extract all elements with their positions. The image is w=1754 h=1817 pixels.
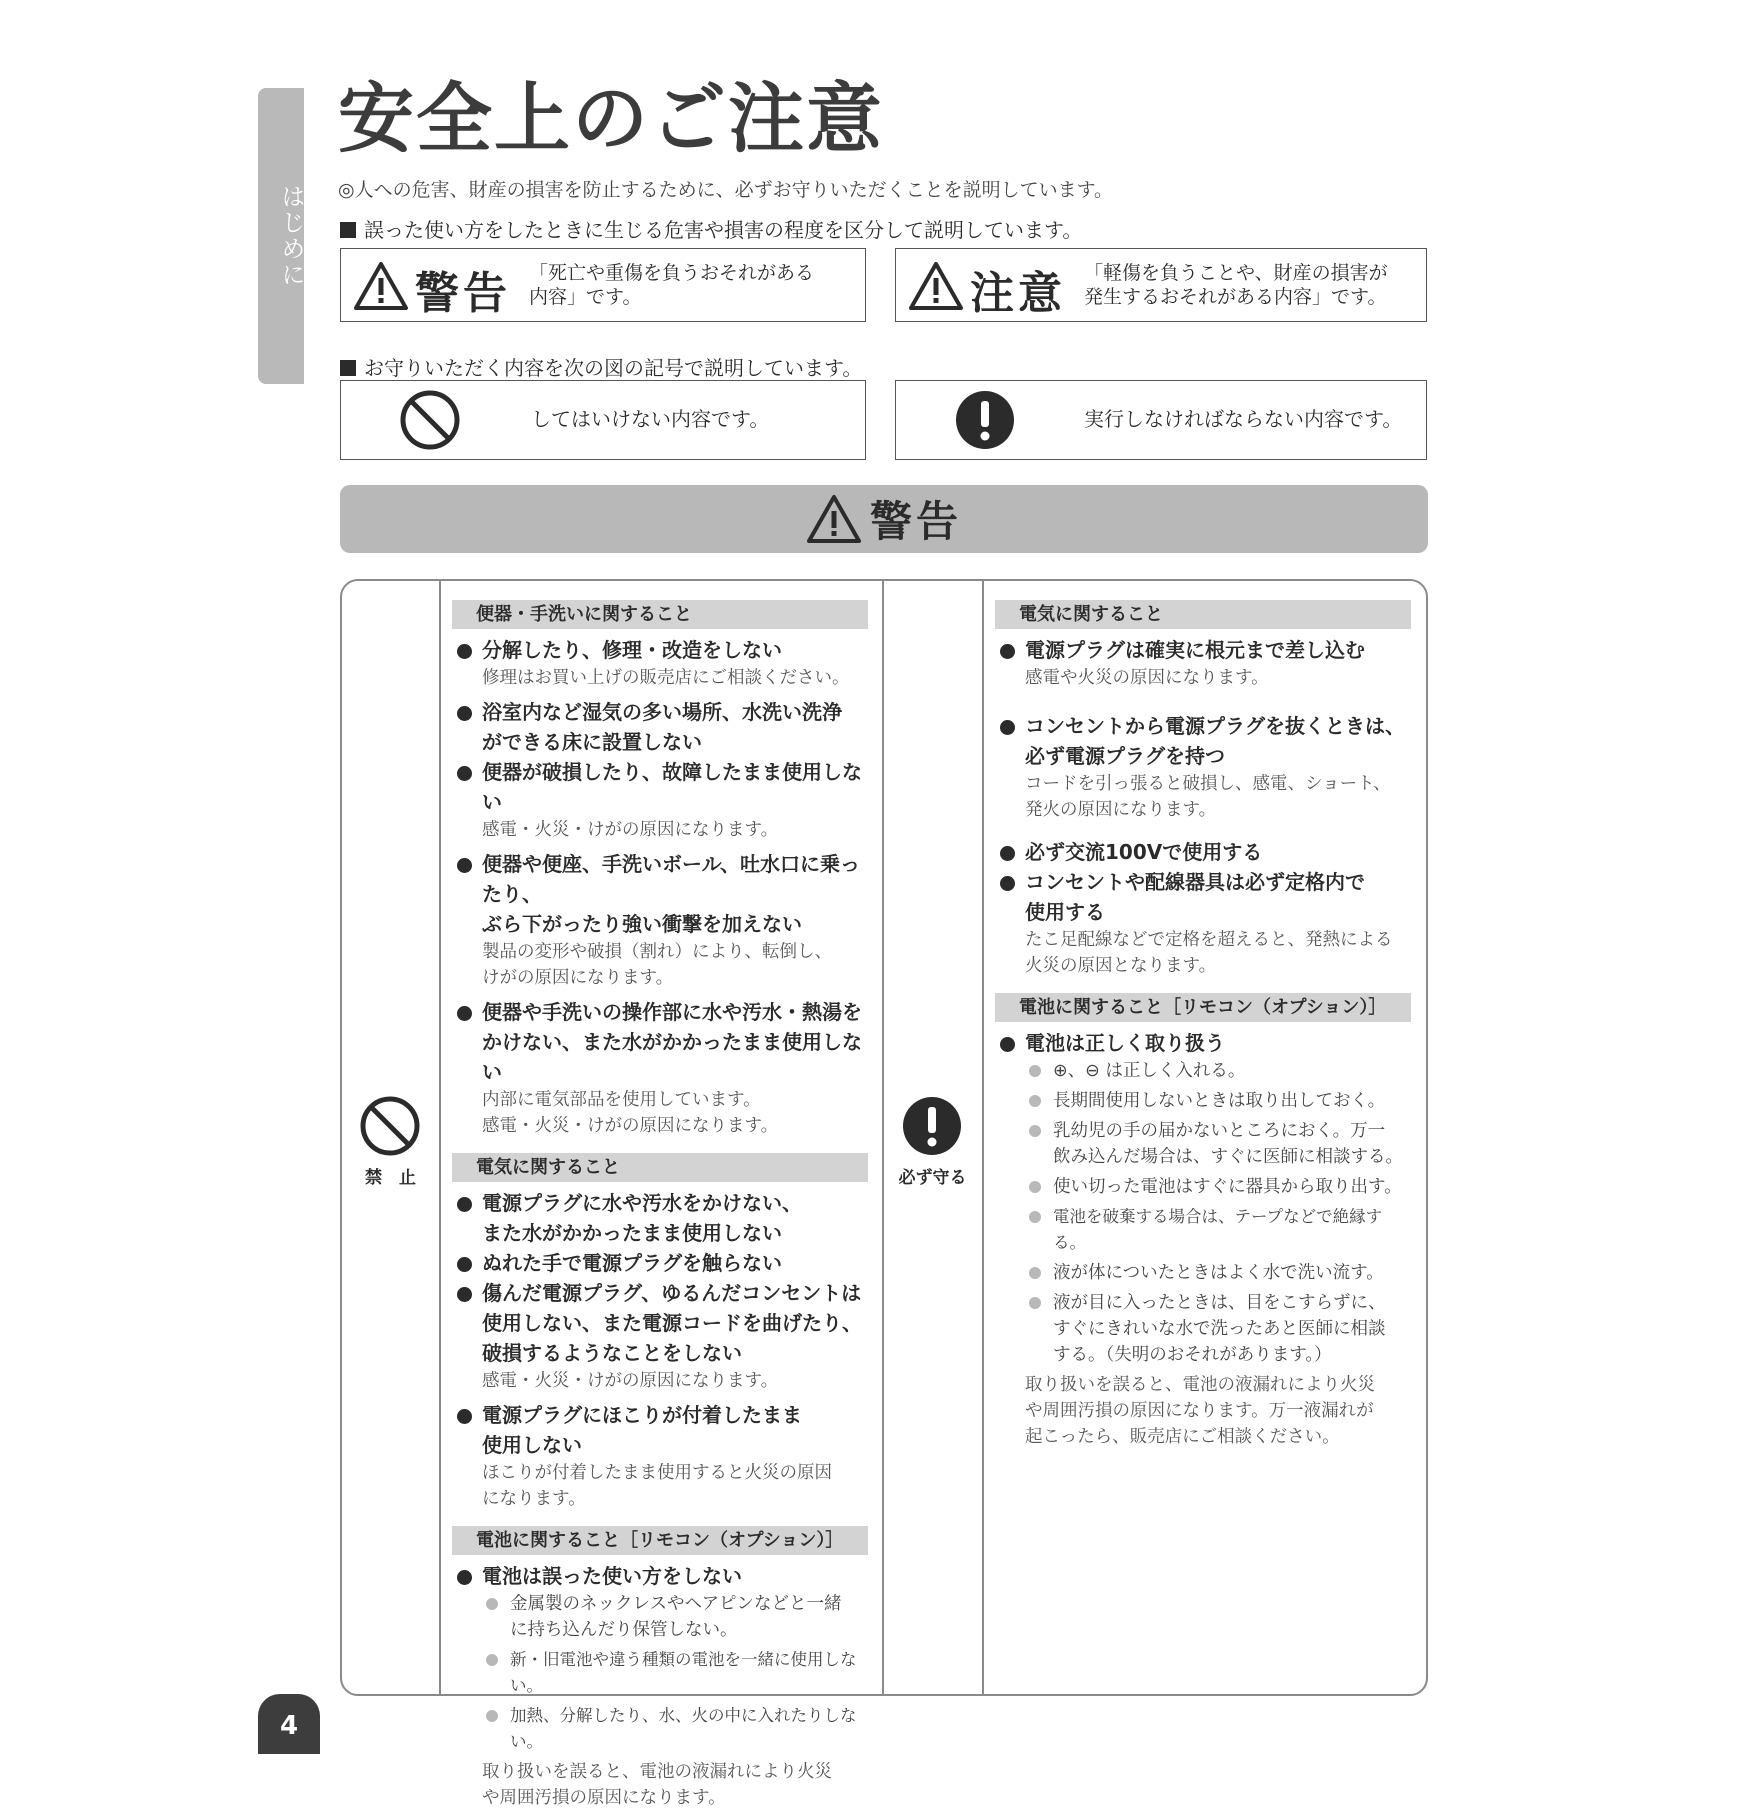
gray-bullet-icon (1029, 1297, 1041, 1309)
divider (439, 581, 441, 1694)
item-note: ほこりが付着したまま使用すると火災の原因 になります。 (482, 1463, 832, 1509)
mandatory-desc: 実行しなければならない内容です。 (1084, 407, 1403, 431)
item-note: 製品の変形や破損（割れ）により、転倒し、 けがの原因になります。 (482, 942, 832, 988)
sub-item: 金属製のネックレスやヘアピンなどと一緒 に持ち込んだり保管しない。 (452, 1591, 868, 1643)
prohibit-desc: してはいけない内容です。 (531, 407, 770, 431)
gray-bullet-icon (486, 1654, 498, 1666)
gray-bullet-icon (1029, 1211, 1041, 1223)
bullet-icon (457, 1006, 472, 1021)
gray-bullet-icon (1029, 1095, 1041, 1107)
bullet-icon (1000, 720, 1015, 735)
caution-triangle-icon (908, 261, 964, 311)
bullet-icon (457, 1409, 472, 1424)
banner-title: 警告 (869, 497, 962, 546)
warning-desc-line1: 「死亡や重傷を負うおそれがある (529, 262, 815, 284)
warning-word: 警告 (415, 268, 511, 319)
item-note: 感電・火災・けがの原因になります。 (482, 820, 779, 840)
bullet-icon (1000, 1037, 1015, 1052)
section-heading: 電気に関すること (452, 1153, 868, 1182)
gray-bullet-icon (1029, 1065, 1041, 1077)
page-title: 安全上のご注意 (338, 74, 884, 163)
caution-desc (1084, 261, 1388, 309)
item-note: コードを引っ張ると破損し、感電、ショート、 発火の原因になります。 (1025, 774, 1391, 820)
warning-item: コンセントや配線器具は必ず定格内で 使用する (995, 867, 1411, 927)
page-number: 4 (258, 1694, 320, 1754)
item-note: 感電や火災の原因になります。 (1025, 668, 1269, 688)
item-note: たこ足配線などで定格を超えると、発熱による 火災の原因となります。 (1025, 930, 1393, 976)
bullet-icon (1000, 876, 1015, 891)
warning-definition-box (340, 248, 866, 322)
intro-text: ◎人への危害、財産の損害を防止するために、必ずお守りいただくことを説明しています。 (338, 179, 1114, 201)
warning-item: 便器が破損したり、故障したまま使用しない (452, 757, 868, 817)
section-b-text: お守りいただく内容を次の図の記号で説明しています。 (364, 356, 863, 380)
sub-item: 長期間使用しないときは取り出しておく。 (995, 1088, 1411, 1114)
section-heading: 便器・手洗いに関すること (452, 600, 868, 629)
warning-item: 浴室内など湿気の多い場所、水洗い洗浄 ができる床に設置しない (452, 697, 868, 757)
warning-item: 傷んだ電源プラグ、ゆるんだコンセントは 使用しない、また電源コードを曲げたり、 破損するようなことをしない (452, 1278, 868, 1368)
warning-item: 必ず交流100Vで使用する (995, 837, 1411, 867)
caution-definition-box (895, 248, 1427, 322)
prohibit-symbol-box (340, 380, 866, 460)
warning-triangle-icon (806, 494, 862, 544)
warning-item: 電源プラグにほこりが付着したまま 使用しない (452, 1400, 868, 1460)
prohibit-label: 禁 止 (365, 1168, 416, 1188)
gray-bullet-icon (486, 1710, 498, 1722)
warning-item: 電源プラグは確実に根元まで差し込む (995, 635, 1411, 665)
gray-bullet-icon (1029, 1267, 1041, 1279)
square-bullet-icon (340, 360, 356, 376)
bullet-icon (457, 706, 472, 721)
sub-item: 乳幼児の手の届かないところにおく。万一 飲み込んだ場合は、すぐに医師に相談する。 (995, 1118, 1411, 1170)
sub-item: 電池を破棄する場合は、テープなどで絶縁する。 (995, 1204, 1411, 1256)
warning-content-box (340, 579, 1428, 1808)
warning-item: ぬれた手で電源プラグを触らない (452, 1248, 868, 1278)
warning-item: 電源プラグに水や汚水をかけない、 また水がかかったまま使用しない (452, 1188, 868, 1248)
item-note: 修理はお買い上げの販売店にご相談ください。 (482, 668, 850, 688)
bullet-icon (457, 1287, 472, 1302)
divider (882, 581, 884, 1694)
section-heading: 電池に関すること［リモコン（オプション）］ (995, 993, 1411, 1022)
section-heading: 電気に関すること (995, 600, 1411, 629)
sub-item: ⊕、⊖ は正しく入れる。 (995, 1058, 1411, 1084)
bullet-icon (457, 1570, 472, 1585)
warning-item: 便器や手洗いの操作部に水や汚水・熱湯を かけない、また水がかかったまま使用しない (452, 997, 868, 1087)
prohibition-icon (359, 1095, 421, 1157)
warning-item: コンセントから電源プラグを抜くときは、 必ず電源プラグを持つ (995, 711, 1411, 771)
warning-item: 便器や便座、手洗いボール、吐水口に乗ったり、 ぶら下がったり強い衝撃を加えない (452, 849, 868, 939)
warning-item: 電池は正しく取り扱う (995, 1028, 1411, 1058)
warning-triangle-icon (353, 261, 409, 311)
item-note: 感電・火災・けがの原因になります。 (482, 1371, 779, 1391)
caution-desc-line1: 「軽傷を負うことや、財産の損害が (1084, 262, 1388, 284)
section-heading: 電池に関すること［リモコン（オプション）］ (452, 1526, 868, 1555)
caution-word: 注意 (970, 268, 1066, 319)
item-note: 取り扱いを誤ると、電池の液漏れにより火災 や周囲汚損の原因になります。万一液漏れが 起こったら、販売店にご相談ください。 (1025, 1375, 1375, 1447)
gray-bullet-icon (1029, 1125, 1041, 1137)
warning-item: 電池は誤った使い方をしない (452, 1561, 868, 1591)
side-tab-label: はじめに (277, 184, 305, 288)
sub-item: 新・旧電池や違う種類の電池を一緒に使用しない。 (452, 1647, 868, 1699)
caution-desc-line2: 発生するおそれがある内容」です。 (1084, 286, 1387, 308)
sub-item: 使い切った電池はすぐに器具から取り出す。 (995, 1174, 1411, 1200)
mandatory-symbol-box (895, 380, 1427, 460)
right-text-column (995, 600, 1411, 1456)
bullet-icon (1000, 846, 1015, 861)
warning-desc-line2: 内容」です。 (529, 286, 642, 308)
bullet-icon (457, 1257, 472, 1272)
section-b-heading (340, 352, 862, 381)
square-bullet-icon (340, 222, 356, 238)
sub-item: 液が体についたときはよく水で洗い流す。 (995, 1260, 1411, 1286)
bullet-icon (457, 858, 472, 873)
item-note: 取り扱いを誤ると、電池の液漏れにより火災 や周囲汚損の原因になります。 (482, 1762, 832, 1808)
gray-bullet-icon (1029, 1181, 1041, 1193)
bullet-icon (1000, 644, 1015, 659)
bullet-icon (457, 766, 472, 781)
bullet-icon (457, 644, 472, 659)
item-note: 内部に電気部品を使用しています。 感電・火災・けがの原因になります。 (482, 1090, 779, 1136)
sub-item: 加熱、分解したり、水、火の中に入れたりしない。 (452, 1703, 868, 1755)
warning-desc (529, 261, 814, 309)
exclamation-icon (954, 389, 1016, 451)
section-a-heading (340, 214, 1082, 243)
warning-item: 分解したり、修理・改造をしない (452, 635, 868, 665)
prohibition-icon (399, 389, 461, 451)
exclamation-icon (901, 1095, 963, 1157)
left-text-column (452, 600, 868, 1817)
side-tab (258, 88, 304, 384)
warning-banner (340, 485, 1428, 553)
sub-item: 液が目に入ったときは、目をこすらずに、 すぐにきれいな水で洗ったあと医師に相談 する。（失明のおそれがあります。） (995, 1290, 1411, 1368)
bullet-icon (457, 1197, 472, 1212)
gray-bullet-icon (486, 1598, 498, 1610)
section-a-text: 誤った使い方をしたときに生じる危害や損害の程度を区分して説明しています。 (364, 218, 1083, 242)
divider (982, 581, 984, 1694)
mandatory-label: 必ず守る (898, 1168, 967, 1188)
